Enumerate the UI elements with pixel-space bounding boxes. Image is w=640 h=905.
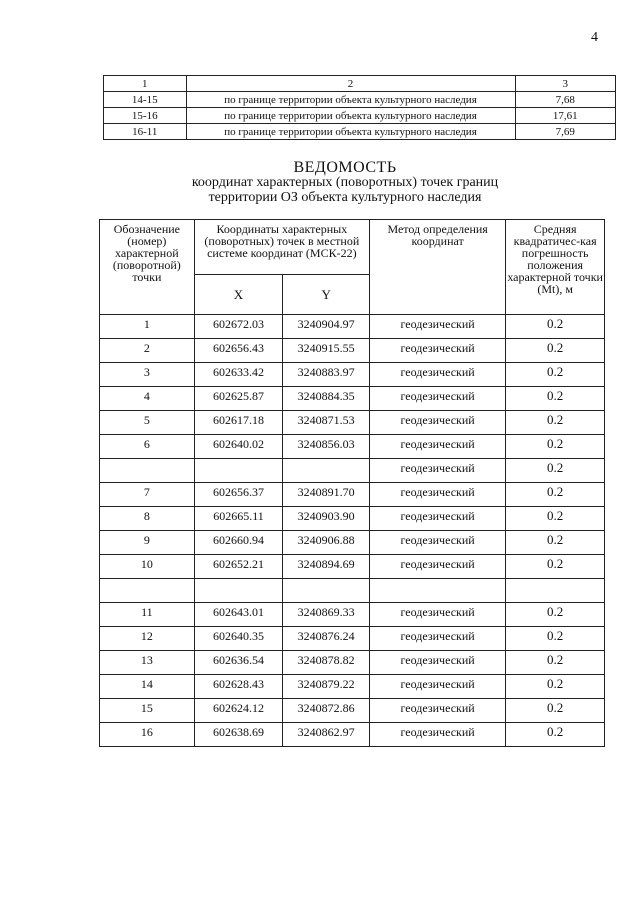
x-cell: 602643.01 xyxy=(194,603,283,627)
table-row xyxy=(100,435,605,459)
point-number-cell: 10 xyxy=(100,555,195,579)
y-cell: 3240894.69 xyxy=(283,555,370,579)
error-cell: 0.2 xyxy=(506,699,605,723)
x-cell: 602617.18 xyxy=(194,411,283,435)
point-number-cell: 8 xyxy=(100,507,195,531)
point-number-header: Обозначение (номер) характерной (поворотной) точки xyxy=(100,220,195,315)
error-cell: 0.2 xyxy=(506,387,605,411)
table-row xyxy=(100,507,605,531)
error-cell: 0.2 xyxy=(506,411,605,435)
length-cell: 17,61 xyxy=(515,108,615,124)
description-cell: по границе территории объекта культурного наследия xyxy=(186,124,515,140)
error-cell: 0.2 xyxy=(506,363,605,387)
x-cell xyxy=(194,459,283,483)
x-cell: 602640.02 xyxy=(194,435,283,459)
x-cell: 602628.43 xyxy=(194,675,283,699)
table-row xyxy=(104,124,616,140)
table-row xyxy=(100,411,605,435)
table-row xyxy=(100,339,605,363)
table-row xyxy=(100,531,605,555)
segment-length-table xyxy=(103,75,616,140)
y-cell: 3240872.86 xyxy=(283,699,370,723)
error-cell: 0.2 xyxy=(506,603,605,627)
header-cell: 3 xyxy=(515,76,615,92)
point-number-cell: 16 xyxy=(100,723,195,747)
x-cell: 602625.87 xyxy=(194,387,283,411)
method-header: Метод определения координат xyxy=(369,220,505,315)
point-number-cell: 2 xyxy=(100,339,195,363)
method-cell: геодезический xyxy=(369,603,505,627)
y-cell xyxy=(283,579,370,603)
error-cell: 0.2 xyxy=(506,531,605,555)
x-cell: 602640.35 xyxy=(194,627,283,651)
table-row xyxy=(100,651,605,675)
error-cell: 0.2 xyxy=(506,315,605,339)
point-number-cell: 14 xyxy=(100,675,195,699)
y-cell: 3240903.90 xyxy=(283,507,370,531)
method-cell: геодезический xyxy=(369,483,505,507)
method-cell: геодезический xyxy=(369,507,505,531)
table-row xyxy=(100,675,605,699)
title-main: ВЕДОМОСТЬ xyxy=(293,159,397,176)
error-cell: 0.2 xyxy=(506,507,605,531)
x-cell: 602636.54 xyxy=(194,651,283,675)
header-cell: 2 xyxy=(186,76,515,92)
x-cell: 602665.11 xyxy=(194,507,283,531)
coordinates-header: Координаты характерных (поворотных) точек в местной системе координат (МСК-22) xyxy=(194,220,369,275)
table-header-row xyxy=(100,220,605,275)
point-number-cell xyxy=(100,459,195,483)
y-cell: 3240862.97 xyxy=(283,723,370,747)
description-cell: по границе территории объекта культурного наследия xyxy=(186,108,515,124)
y-cell: 3240884.35 xyxy=(283,387,370,411)
table-row xyxy=(104,108,616,124)
x-cell xyxy=(194,579,283,603)
table-row xyxy=(100,627,605,651)
y-cell: 3240869.33 xyxy=(283,603,370,627)
table-row xyxy=(100,699,605,723)
x-cell: 602633.42 xyxy=(194,363,283,387)
point-number-cell: 3 xyxy=(100,363,195,387)
title-line-1: координат характерных (поворотных) точек границ xyxy=(191,175,499,190)
method-cell: геодезический xyxy=(369,339,505,363)
x-cell: 602660.94 xyxy=(194,531,283,555)
table-row xyxy=(100,315,605,339)
method-cell: геодезический xyxy=(369,435,505,459)
method-cell xyxy=(369,579,505,603)
table-row xyxy=(100,483,605,507)
table-header-row xyxy=(104,76,616,92)
point-number-cell: 13 xyxy=(100,651,195,675)
y-cell: 3240883.97 xyxy=(283,363,370,387)
segment-cell: 14-15 xyxy=(104,92,187,108)
segment-cell: 16-11 xyxy=(104,124,187,140)
y-cell: 3240915.55 xyxy=(283,339,370,363)
document-title xyxy=(160,160,530,205)
y-cell: 3240856.03 xyxy=(283,435,370,459)
point-number-cell: 11 xyxy=(100,603,195,627)
table-row xyxy=(104,92,616,108)
method-cell: геодезический xyxy=(369,363,505,387)
table-row xyxy=(100,723,605,747)
table-row xyxy=(100,555,605,579)
error-cell: 0.2 xyxy=(506,555,605,579)
method-cell: геодезический xyxy=(369,411,505,435)
method-cell: геодезический xyxy=(369,651,505,675)
method-cell: геодезический xyxy=(369,627,505,651)
x-cell: 602656.43 xyxy=(194,339,283,363)
description-cell: по границе территории объекта культурного наследия xyxy=(186,92,515,108)
point-number-cell: 6 xyxy=(100,435,195,459)
point-number-cell: 4 xyxy=(100,387,195,411)
segment-cell: 15-16 xyxy=(104,108,187,124)
error-cell: 0.2 xyxy=(506,627,605,651)
y-cell: 3240876.24 xyxy=(283,627,370,651)
error-cell xyxy=(506,579,605,603)
error-cell: 0.2 xyxy=(506,435,605,459)
method-cell: геодезический xyxy=(369,723,505,747)
method-cell: геодезический xyxy=(369,459,505,483)
error-cell: 0.2 xyxy=(506,483,605,507)
table-row xyxy=(100,387,605,411)
table-row xyxy=(100,459,605,483)
y-cell: 3240878.82 xyxy=(283,651,370,675)
x-cell: 602672.03 xyxy=(194,315,283,339)
table-row xyxy=(100,363,605,387)
y-header: Y xyxy=(283,275,370,315)
point-number-cell xyxy=(100,579,195,603)
x-header: X xyxy=(194,275,283,315)
error-cell: 0.2 xyxy=(506,459,605,483)
error-cell: 0.2 xyxy=(506,675,605,699)
point-number-cell: 15 xyxy=(100,699,195,723)
x-cell: 602652.21 xyxy=(194,555,283,579)
y-cell: 3240891.70 xyxy=(283,483,370,507)
page-number: 4 xyxy=(591,30,598,45)
table-row xyxy=(100,579,605,603)
coordinates-table-body xyxy=(100,315,605,747)
method-cell: геодезический xyxy=(369,555,505,579)
point-number-cell: 1 xyxy=(100,315,195,339)
x-cell: 602656.37 xyxy=(194,483,283,507)
y-cell: 3240906.88 xyxy=(283,531,370,555)
error-header: Средняя квадратичес-кая погрешность положения характерной точки (Mt), м xyxy=(506,220,605,315)
x-cell: 602624.12 xyxy=(194,699,283,723)
table-row xyxy=(100,603,605,627)
header-cell: 1 xyxy=(104,76,187,92)
y-cell: 3240904.97 xyxy=(283,315,370,339)
point-number-cell: 9 xyxy=(100,531,195,555)
length-cell: 7,68 xyxy=(515,92,615,108)
error-cell: 0.2 xyxy=(506,723,605,747)
point-number-cell: 5 xyxy=(100,411,195,435)
method-cell: геодезический xyxy=(369,387,505,411)
method-cell: геодезический xyxy=(369,675,505,699)
method-cell: геодезический xyxy=(369,531,505,555)
method-cell: геодезический xyxy=(369,315,505,339)
y-cell: 3240871.53 xyxy=(283,411,370,435)
y-cell xyxy=(283,459,370,483)
point-number-cell: 7 xyxy=(100,483,195,507)
title-line-2: территории ОЗ объекта культурного наследия xyxy=(208,190,482,205)
method-cell: геодезический xyxy=(369,699,505,723)
error-cell: 0.2 xyxy=(506,339,605,363)
y-cell: 3240879.22 xyxy=(283,675,370,699)
point-number-cell: 12 xyxy=(100,627,195,651)
error-cell: 0.2 xyxy=(506,651,605,675)
coordinates-table xyxy=(99,219,605,747)
length-cell: 7,69 xyxy=(515,124,615,140)
x-cell: 602638.69 xyxy=(194,723,283,747)
